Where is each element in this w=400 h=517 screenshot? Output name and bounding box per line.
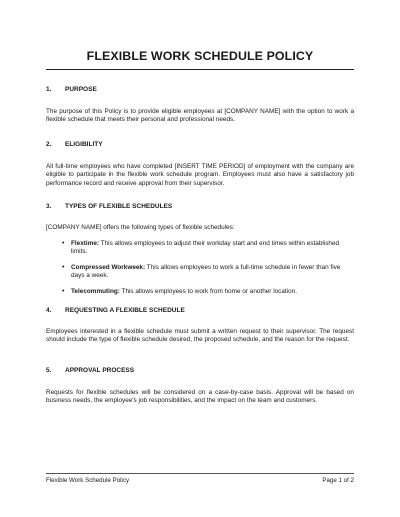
bullet-icon: • [62, 263, 65, 271]
bullet-term: Telecommuting: [71, 288, 120, 295]
section-title: PURPOSE [65, 86, 97, 93]
section-number: 3. [46, 203, 52, 210]
bullet-icon: • [62, 239, 65, 247]
section-title: TYPES OF FLEXIBLE SCHEDULES [65, 203, 173, 210]
section-number: 2. [46, 141, 52, 148]
section-title: APPROVAL PROCESS [65, 367, 135, 374]
section-paragraph-eligibility: All full-time employees who have completed [INSERT TIME PERIOD] of employment with the company are eligible to participate in the flexible work schedule program. Employees must also have a satisfactory job performance record and receive approval from their supervisor. [46, 163, 354, 187]
footer-document-name: Flexible Work Schedule Policy [46, 477, 130, 484]
section-number: 1. [46, 86, 52, 93]
section-number: 4. [46, 307, 52, 314]
document-title: FLEXIBLE WORK SCHEDULE POLICY [86, 49, 314, 63]
bullet-term: Flextime: [71, 240, 100, 247]
bullet-term: Compressed Workweek: [71, 264, 146, 271]
title-divider [46, 69, 354, 70]
footer-page-number: Page 1 of 2 [322, 477, 354, 484]
section-intro-types: [COMPANY NAME] offers the following types of flexible schedules: [46, 224, 235, 231]
footer-divider [46, 473, 354, 474]
bullet-text: This allows employees to work from home or another location. [119, 288, 298, 295]
bullet-icon: • [62, 287, 65, 295]
bullet-text: This allows employees to adjust their workday start and end times within established limits. [71, 240, 340, 256]
section-paragraph-purpose: The purpose of this Policy is to provide eligible employees at [COMPANY NAME] with the option to work a flexible schedule that meets their personal and professional needs. [46, 108, 354, 124]
section-title: REQUESTING A FLEXIBLE SCHEDULE [65, 307, 185, 314]
bullet-text: This allows employees to work a full-time schedule in fewer than five days a week. [71, 264, 341, 280]
section-paragraph-approval: Requests for flexible schedules will be considered on a case-by-case basis. Approval will be based on business needs, the employee's job responsibilities, and the impact on the team and customers. [46, 389, 354, 405]
section-number: 5. [46, 367, 52, 374]
section-title: ELIGIBILITY [65, 141, 103, 148]
section-paragraph-requesting: Employees interested in a flexible schedule must submit a written request to their supervisor. The request should include the type of flexible schedule desired, the proposed schedule, and the reason for the request. [46, 328, 354, 344]
